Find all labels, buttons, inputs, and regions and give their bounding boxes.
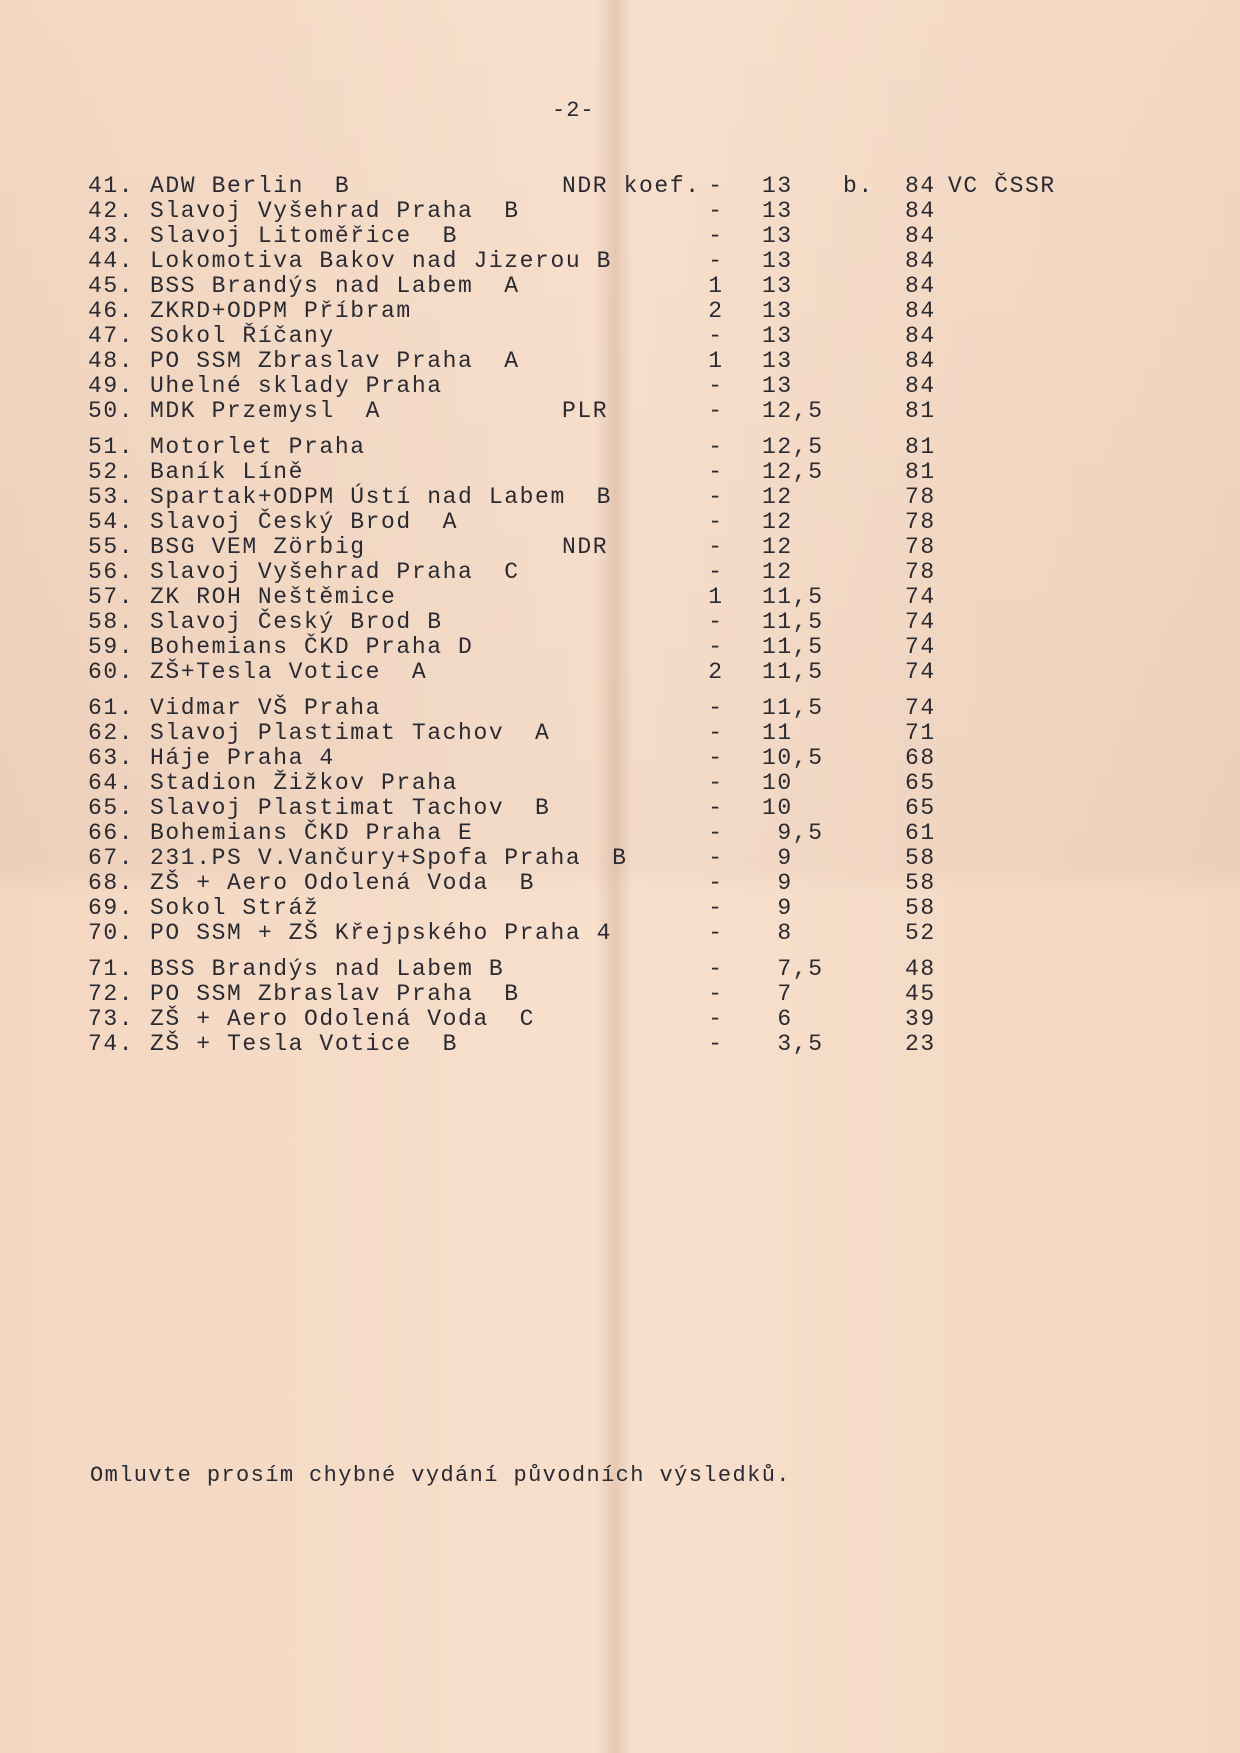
points-value: 74 [905,584,936,610]
result-row [0,249,1240,274]
rank-number: 73. [88,1006,135,1032]
mark-column: 2 [708,298,724,324]
points-value: 61 [905,820,936,846]
mark-column: - [708,398,724,424]
points-value: 84 [905,198,936,224]
team-name: ZŠ + Aero Odolená Voda C [150,1006,536,1032]
team-name: Slavoj Vyšehrad Praha B [150,198,520,224]
points-value: 84 [905,323,936,349]
result-row [0,821,1240,846]
result-row [0,1007,1240,1032]
team-name: BSS Brandýs nad Labem A [150,273,520,299]
rank-number: 58. [88,609,135,635]
mark-column: - [708,609,724,635]
rank-number: 62. [88,720,135,746]
mark-column: 1 [708,348,724,374]
result-row [0,199,1240,224]
team-name: Sokol Říčany [150,323,335,349]
points-value: 58 [905,845,936,871]
score-value: 13 [762,373,793,399]
points-value: 84 [905,298,936,324]
points-value: 84 [905,273,936,299]
country-code: PLR [562,398,609,424]
points-value: 52 [905,920,936,946]
country-code: NDR koef. [562,173,701,199]
mark-column: - [708,795,724,821]
score-value: 12,5 [762,398,824,424]
points-value: 68 [905,745,936,771]
result-row [0,660,1240,685]
mark-column: - [708,509,724,535]
team-name: Vidmar VŠ Praha [150,695,382,721]
points-value: 48 [905,956,936,982]
points-value: 23 [905,1031,936,1057]
score-value: 7,5 [762,956,824,982]
rank-number: 61. [88,695,135,721]
score-value: 11,5 [762,609,824,635]
result-row [0,771,1240,796]
rank-number: 72. [88,981,135,1007]
result-row [0,585,1240,610]
team-name: ZK ROH Neštěmice [150,584,397,610]
mark-column: - [708,895,724,921]
team-name: Slavoj Litoměřice B [150,223,459,249]
page-number: -2- [552,98,595,123]
mark-column: 1 [708,584,724,610]
points-value: 65 [905,770,936,796]
result-row [0,435,1240,460]
points-value: 74 [905,695,936,721]
mark-column: - [708,173,724,199]
result-row [0,846,1240,871]
rank-number: 70. [88,920,135,946]
result-row [0,896,1240,921]
points-value: 78 [905,559,936,585]
team-name: ZŠ + Aero Odolená Voda B [150,870,536,896]
team-name: Slavoj Vyšehrad Praha C [150,559,520,585]
points-value: 84 [905,248,936,274]
score-value: 12,5 [762,434,824,460]
mark-column: - [708,434,724,460]
rank-number: 51. [88,434,135,460]
rank-number: 56. [88,559,135,585]
points-value: 78 [905,509,936,535]
rank-number: 74. [88,1031,135,1057]
rank-number: 65. [88,795,135,821]
rank-number: 68. [88,870,135,896]
score-value: 12 [762,484,793,510]
score-value: 13 [762,348,793,374]
points-value: 84 [905,373,936,399]
team-name: Sokol Stráž [150,895,320,921]
result-row [0,374,1240,399]
score-value: 6 [762,1006,793,1032]
team-name: 231.PS V.Vančury+Spofa Praha B [150,845,628,871]
apology-note: Omluvte prosím chybné vydání původních výsledků. [90,1463,791,1488]
mark-column: - [708,845,724,871]
result-row [0,796,1240,821]
mark-column: - [708,981,724,1007]
mark-column: - [708,920,724,946]
points-value: 74 [905,634,936,660]
score-value: 7 [762,981,793,1007]
score-value: 13 [762,248,793,274]
result-row [0,174,1240,199]
rank-number: 41. [88,173,135,199]
result-row [0,299,1240,324]
team-name: Spartak+ODPM Ústí nad Labem B [150,484,613,510]
score-value: 3,5 [762,1031,824,1057]
mark-column: - [708,484,724,510]
score-value: 11 [762,720,793,746]
mark-column: - [708,198,724,224]
result-row [0,349,1240,374]
rank-number: 53. [88,484,135,510]
rank-number: 64. [88,770,135,796]
result-row [0,274,1240,299]
result-row [0,1032,1240,1057]
points-value: 39 [905,1006,936,1032]
points-value: 84 [905,173,936,199]
mark-column: - [708,459,724,485]
rank-number: 52. [88,459,135,485]
rank-number: 71. [88,956,135,982]
team-name: Slavoj Plastimat Tachov A [150,720,551,746]
rank-number: 43. [88,223,135,249]
score-value: 9 [762,895,793,921]
rank-number: 66. [88,820,135,846]
team-name: ZŠ + Tesla Votice B [150,1031,459,1057]
team-name: Baník Líně [150,459,305,485]
score-value: 11,5 [762,634,824,660]
team-name: Stadion Žižkov Praha [150,770,459,796]
score-value: 13 [762,173,793,199]
points-value: 81 [905,434,936,460]
rank-number: 57. [88,584,135,610]
result-row [0,957,1240,982]
rank-number: 46. [88,298,135,324]
team-name: PO SSM Zbraslav Praha B [150,981,520,1007]
points-value: 65 [905,795,936,821]
mark-column: - [708,248,724,274]
mark-column: - [708,1031,724,1057]
points-unit: b. [843,173,874,199]
score-value: 12,5 [762,459,824,485]
mark-column: - [708,559,724,585]
result-row [0,224,1240,249]
mark-column: 2 [708,659,724,685]
score-value: 11,5 [762,695,824,721]
mark-column: - [708,720,724,746]
result-row [0,460,1240,485]
result-row [0,399,1240,424]
mark-column: - [708,956,724,982]
score-value: 11,5 [762,659,824,685]
team-name: Bohemians ČKD Praha E [150,820,474,846]
result-row [0,485,1240,510]
team-name: Bohemians ČKD Praha D [150,634,474,660]
rank-number: 48. [88,348,135,374]
points-value: 84 [905,348,936,374]
score-value: 9 [762,870,793,896]
score-value: 12 [762,509,793,535]
score-value: 10,5 [762,745,824,771]
rank-number: 55. [88,534,135,560]
score-value: 10 [762,795,793,821]
team-name: Uhelné sklady Praha [150,373,443,399]
mark-column: - [708,534,724,560]
mark-column: - [708,373,724,399]
team-name: Motorlet Praha [150,434,366,460]
result-row [0,696,1240,721]
results-group [0,696,1240,946]
remark: VC ČSSR [948,173,1056,199]
mark-column: - [708,223,724,249]
rank-number: 67. [88,845,135,871]
mark-column: - [708,770,724,796]
score-value: 11,5 [762,584,824,610]
team-name: BSS Brandýs nad Labem B [150,956,505,982]
mark-column: - [708,1006,724,1032]
score-value: 8 [762,920,793,946]
result-row [0,535,1240,560]
team-name: MDK Przemysl A [150,398,382,424]
points-value: 84 [905,223,936,249]
rank-number: 60. [88,659,135,685]
points-value: 81 [905,459,936,485]
score-value: 13 [762,198,793,224]
score-value: 13 [762,273,793,299]
results-list [0,174,1240,1068]
score-value: 9 [762,845,793,871]
points-value: 74 [905,609,936,635]
rank-number: 63. [88,745,135,771]
result-row [0,871,1240,896]
rank-number: 49. [88,373,135,399]
result-row [0,746,1240,771]
rank-number: 42. [88,198,135,224]
country-code: NDR [562,534,609,560]
mark-column: - [708,745,724,771]
mark-column: - [708,820,724,846]
points-value: 58 [905,870,936,896]
team-name: ADW Berlin B [150,173,351,199]
result-row [0,324,1240,349]
score-value: 13 [762,323,793,349]
points-value: 45 [905,981,936,1007]
team-name: ZKRD+ODPM Příbram [150,298,412,324]
score-value: 12 [762,559,793,585]
results-group [0,435,1240,685]
mark-column: 1 [708,273,724,299]
result-row [0,610,1240,635]
points-value: 81 [905,398,936,424]
mark-column: - [708,634,724,660]
team-name: ZŠ+Tesla Votice A [150,659,428,685]
result-row [0,982,1240,1007]
score-value: 13 [762,223,793,249]
results-group [0,174,1240,424]
rank-number: 54. [88,509,135,535]
points-value: 71 [905,720,936,746]
rank-number: 69. [88,895,135,921]
result-row [0,635,1240,660]
score-value: 13 [762,298,793,324]
rank-number: 59. [88,634,135,660]
team-name: Slavoj Český Brod A [150,509,459,535]
score-value: 12 [762,534,793,560]
points-value: 78 [905,484,936,510]
rank-number: 47. [88,323,135,349]
rank-number: 45. [88,273,135,299]
score-value: 10 [762,770,793,796]
team-name: Lokomotiva Bakov nad Jizerou B [150,248,613,274]
team-name: PO SSM Zbraslav Praha A [150,348,520,374]
score-value: 9,5 [762,820,824,846]
result-row [0,721,1240,746]
points-value: 58 [905,895,936,921]
points-value: 74 [905,659,936,685]
mark-column: - [708,323,724,349]
rank-number: 44. [88,248,135,274]
team-name: PO SSM + ZŠ Křejpského Praha 4 [150,920,613,946]
rank-number: 50. [88,398,135,424]
results-group [0,957,1240,1057]
team-name: Háje Praha 4 [150,745,335,771]
result-row [0,510,1240,535]
result-row [0,921,1240,946]
team-name: Slavoj Plastimat Tachov B [150,795,551,821]
points-value: 78 [905,534,936,560]
result-row [0,560,1240,585]
mark-column: - [708,695,724,721]
team-name: BSG VEM Zörbig [150,534,366,560]
mark-column: - [708,870,724,896]
team-name: Slavoj Český Brod B [150,609,443,635]
